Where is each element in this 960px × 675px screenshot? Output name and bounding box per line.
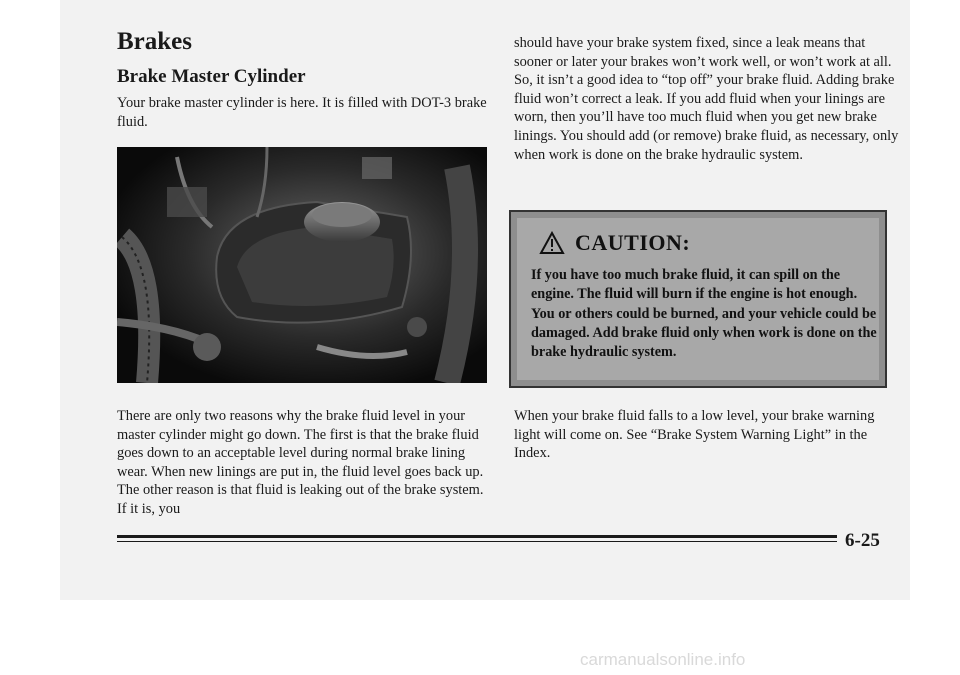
- page-number: 6-25: [845, 530, 880, 551]
- caution-title: CAUTION:: [575, 230, 691, 255]
- intro-paragraph: Your brake master cylinder is here. It is filled with DOT-3 brake fluid.: [117, 95, 487, 130]
- caution-header: [539, 230, 690, 256]
- left-body-paragraph: There are only two reasons why the brake fluid level in your master cylinder might go down. The first is that the brake fluid goes down to an acceptable level during normal brake lining wear. When new linings are put in, the fluid level goes back up. The other reason is that fluid is leaking out of the brake system. If it is, you: [117, 408, 484, 517]
- caution-box: [509, 210, 887, 388]
- caution-panel: [517, 218, 879, 380]
- warning-triangle-icon: [539, 231, 565, 255]
- subsection-heading: Brake Master Cylinder: [117, 66, 306, 87]
- caution-text: If you have too much brake fluid, it can spill on the engine. The fluid will burn if the engine is hot enough. You or others could be burned, and your vehicle could be damaged. Add brake fluid only when work is done on the brake hydraulic system.: [531, 267, 877, 361]
- watermark: carmanualsonline.info: [580, 650, 746, 669]
- footer-rule: [117, 535, 837, 538]
- right-body-paragraph: should have your brake system fixed, since a leak means that sooner or later your brakes won’t work well, or won’t work at all. So, it isn’t a good idea to “top off” your brake fluid. Adding brake fluid won’t correct a leak. If you add fluid when your linings are worn, then you’ll have too much fluid when you get new brake linings. You should add (or remove) brake fluid, as necessary, only when work is done on the brake hydraulic system.: [514, 35, 899, 163]
- warning-light-paragraph: When your brake fluid falls to a low level, your brake warning light will come on. See “Brake System Warning Light” in the Index.: [514, 408, 875, 462]
- footer-rule-thin: [117, 541, 837, 542]
- master-cylinder-photo: [117, 147, 487, 383]
- section-heading: Brakes: [117, 28, 192, 55]
